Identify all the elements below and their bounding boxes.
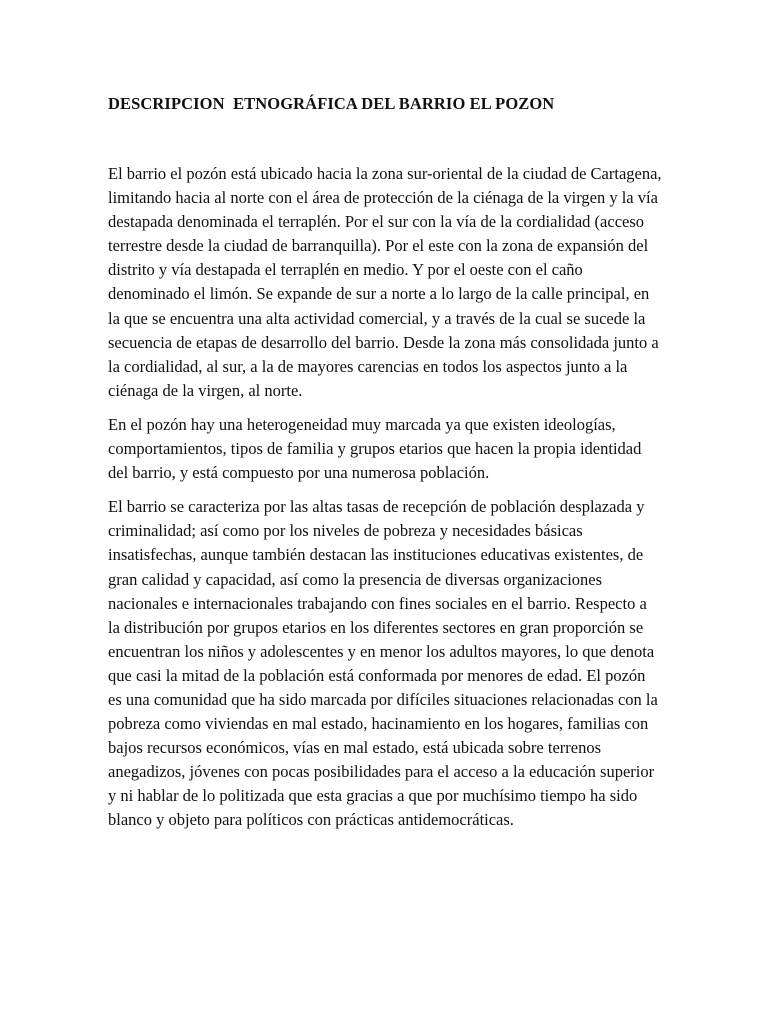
document-title: DESCRIPCION ETNOGRÁFICA DEL BARRIO EL POZON — [108, 94, 555, 113]
paragraph-location: El barrio el pozón está ubicado hacia la zona sur-oriental de la ciudad de Cartagena, limitando hacia al norte con el área de protección de la ciénaga de la virgen y la vía destapada denominada el terraplén. Por el sur con la vía de la cordialidad (acceso terrestre desde la ciudad de barranquilla). Por el este con la zona de expansión del distrito y vía destapada el terraplén en medio. Y por el oeste con el caño denominado el limón. Se expande de sur a norte a lo largo de la calle principal, en la que se encuentra una alta actividad comercial, y a través de la cual se sucede la secuencia de etapas de desarrollo del barrio. Desde la zona más consolidada junto a la cordialidad, al sur, a la de mayores carencias en todos los aspectos junto a la ciénaga de la virgen, al norte. — [108, 164, 662, 400]
paragraph-characteristics: El barrio se caracteriza por las altas tasas de recepción de población desplazada y criminalidad; así como por los niveles de pobreza y necesidades básicas insatisfechas, aunque también destacan las instituciones educativas existentes, de gran calidad y capacidad, así como la presencia de diversas organizaciones nacionales e internacionales trabajando con fines sociales en el barrio. Respecto a la distribución por grupos etarios en los diferentes sectores en gran proporción se encuentran los niños y adolescentes y en menor los adultos mayores, lo que denota que casi la mitad de la población está conformada por menores de edad. El pozón es una comunidad que ha sido marcada por difíciles situaciones relacionadas con la pobreza como viviendas en mal estado, hacinamiento en los hogares, familias con bajos recursos económicos, vías en mal estado, está ubicada sobre terrenos anegadizos, jóvenes con pocas posibilidades para el acceso a la educación superior y ni hablar de lo politizada que esta gracias a que por muchísimo tiempo ha sido blanco y objeto para políticos con prácticas antidemocráticas. — [108, 497, 658, 830]
document-body — [108, 92, 662, 843]
paragraph-heterogeneity: En el pozón hay una heterogeneidad muy marcada ya que existen ideologías, comportamientos, tipos de familia y grupos etarios que hacen la propia identidad del barrio, y está compuesto por una numerosa población. — [108, 414, 642, 483]
